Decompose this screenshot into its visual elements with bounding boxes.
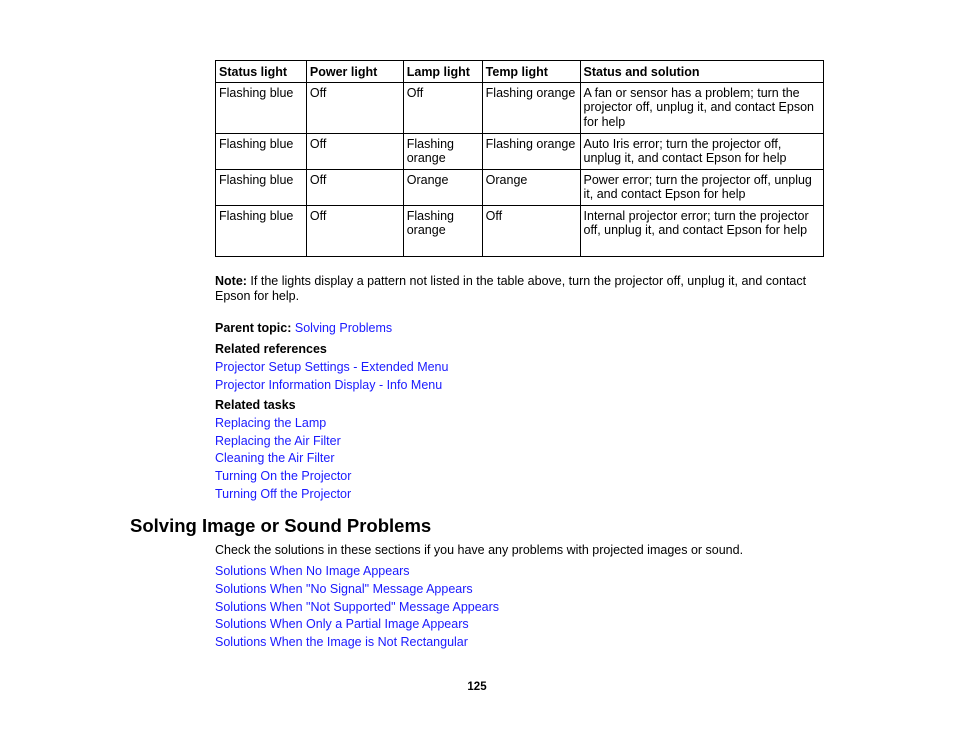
table-cell: Flashing blue — [216, 133, 307, 169]
related-references — [215, 340, 448, 394]
related-references-label: Related references — [215, 342, 327, 356]
table-cell: A fan or sensor has a problem; turn the projector off, unplug it, and contact Epson for help — [580, 82, 823, 133]
link-turning-off[interactable]: Turning Off the Projector — [215, 486, 352, 501]
table-cell: Flashing orange — [482, 82, 580, 133]
header-status-solution: Status and solution — [580, 61, 823, 83]
header-temp-light: Temp light — [482, 61, 580, 83]
table-cell: Off — [306, 205, 403, 256]
link-replacing-lamp[interactable]: Replacing the Lamp — [215, 415, 327, 430]
status-lights-table — [215, 60, 824, 257]
page-number: 125 — [467, 681, 487, 693]
parent-topic-label: Parent topic: — [215, 321, 292, 335]
header-power-light: Power light — [306, 61, 403, 83]
table-row — [216, 82, 824, 133]
table-cell: Orange — [403, 169, 482, 205]
link-not-supported[interactable]: Solutions When "Not Supported" Message Appears — [215, 599, 500, 614]
table-header-row — [216, 61, 824, 83]
table-cell: Flashing orange — [403, 205, 482, 256]
table-cell: Flashing blue — [216, 169, 307, 205]
table-row — [216, 169, 824, 205]
link-info-menu[interactable]: Projector Information Display - Info Menu — [215, 378, 443, 392]
link-cleaning-air-filter[interactable]: Cleaning the Air Filter — [215, 451, 335, 466]
header-lamp-light: Lamp light — [403, 61, 482, 83]
table-cell: Auto Iris error; turn the projector off, unplug it, and contact Epson for help — [580, 133, 823, 169]
table-cell: Internal projector error; turn the projector off, unplug it, and contact Epson for help — [580, 205, 823, 256]
related-tasks — [215, 397, 351, 504]
parent-topic — [215, 319, 392, 337]
parent-topic-link[interactable]: Solving Problems — [294, 321, 393, 335]
table-cell: Flashing blue — [216, 82, 307, 133]
table-row — [216, 133, 824, 169]
section-heading: Solving Image or Sound Problems — [130, 515, 432, 536]
link-no-signal[interactable]: Solutions When "No Signal" Message Appears — [215, 581, 473, 596]
table-cell: Off — [306, 133, 403, 169]
table-cell: Flashing orange — [403, 133, 482, 169]
table-cell: Flashing blue — [216, 205, 307, 256]
table-row — [216, 205, 824, 256]
table-cell: Off — [482, 205, 580, 256]
note-text: If the lights display a pattern not listed in the table above, turn the projector off, unplug it, and contact Epson for help. — [215, 274, 807, 303]
table-cell: Off — [306, 169, 403, 205]
link-replacing-air-filter[interactable]: Replacing the Air Filter — [215, 433, 341, 448]
section-links — [215, 563, 499, 652]
link-not-rectangular[interactable]: Solutions When the Image is Not Rectangular — [215, 635, 468, 650]
table-cell: Power error; turn the projector off, unplug it, and contact Epson for help — [580, 169, 823, 205]
table-cell: Off — [403, 82, 482, 133]
table-cell: Flashing orange — [482, 133, 580, 169]
link-partial-image[interactable]: Solutions When Only a Partial Image Appears — [215, 617, 469, 632]
related-tasks-label: Related tasks — [215, 398, 296, 412]
table-cell: Off — [306, 82, 403, 133]
header-status-light: Status light — [216, 61, 307, 83]
table-cell: Orange — [482, 169, 580, 205]
link-extended-menu[interactable]: Projector Setup Settings - Extended Menu — [215, 360, 449, 374]
note-paragraph — [215, 274, 825, 304]
section-intro: Check the solutions in these sections if you have any problems with projected images or sound. — [215, 543, 744, 557]
note-label: Note: — [215, 274, 247, 288]
link-no-image[interactable]: Solutions When No Image Appears — [215, 564, 410, 578]
link-turning-on[interactable]: Turning On the Projector — [215, 469, 352, 484]
